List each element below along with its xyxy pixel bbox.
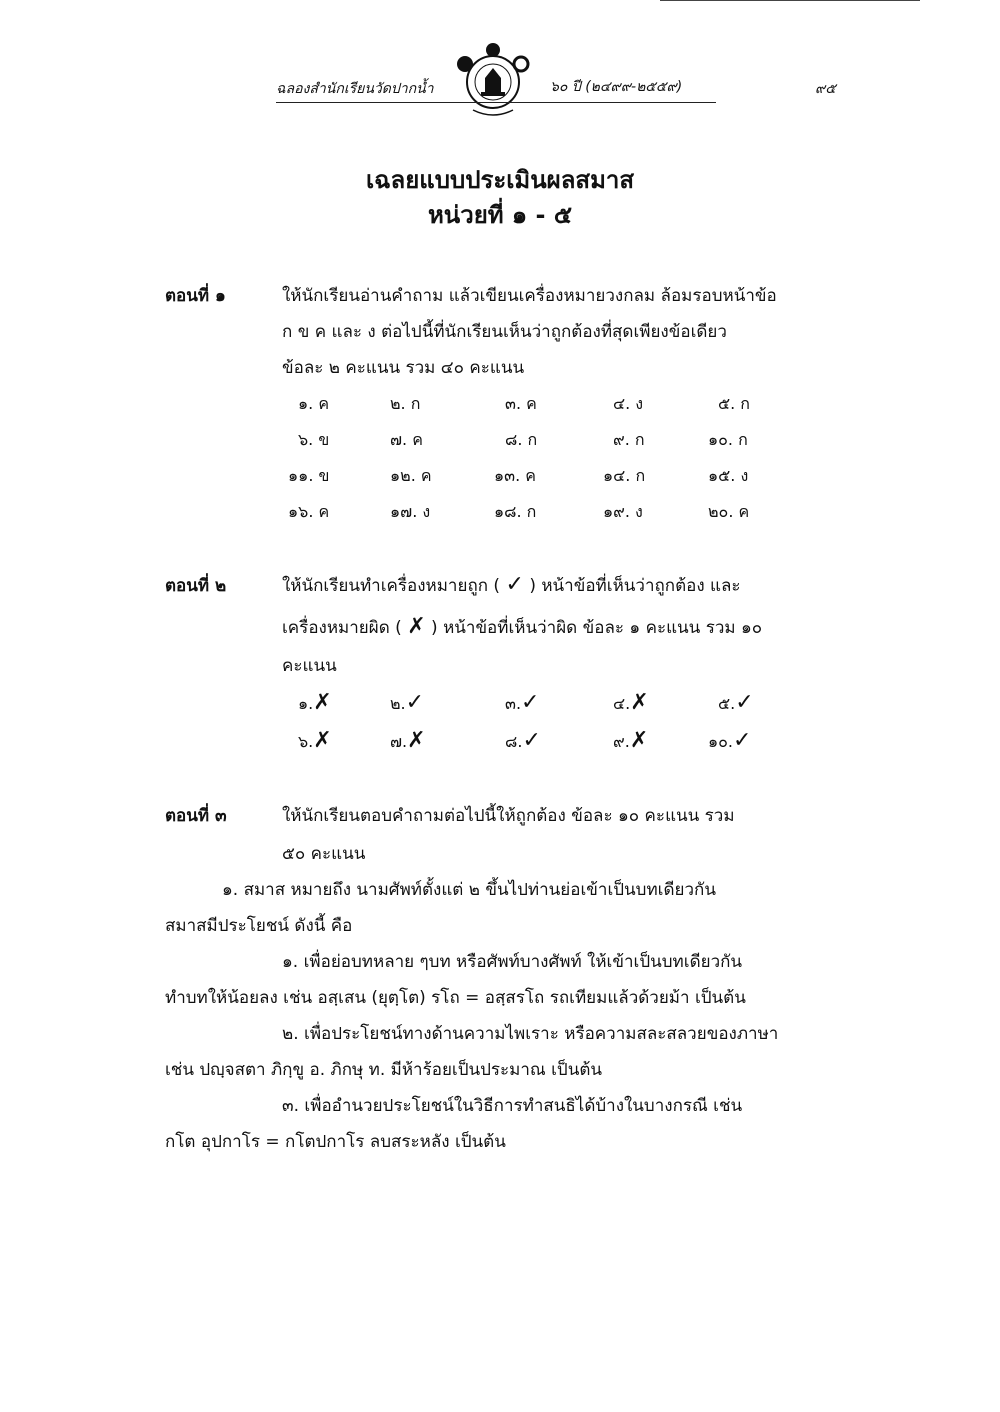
answer-mark-icon: ✓ <box>735 690 754 715</box>
part3-label: ตอนที่ ๓ <box>165 806 227 826</box>
part1-answer: ๑๕. ง <box>708 466 749 485</box>
part2-label: ตอนที่ ๒ <box>165 576 227 596</box>
part1-answer: ๖. ข <box>298 430 330 449</box>
part2-answer: ๒.✓ <box>390 690 425 715</box>
answer-mark-icon: ✓ <box>522 728 541 753</box>
part1-answer: ๑๒. ค <box>390 466 432 485</box>
part1-instruction-line: ให้นักเรียนอ่านคำถาม แล้วเขียนเครื่องหมายวงกลม ล้อมรอบหน้าข้อ <box>282 286 777 306</box>
header-rule <box>276 102 716 103</box>
answer-mark-icon: ✓ <box>405 690 425 715</box>
part2-text: ให้นักเรียนทำเครื่องหมายถูก ( <box>282 576 501 596</box>
part3-instruction-line: ๕๐ คะแนน <box>282 844 366 864</box>
part1-answer: ๗. ค <box>390 430 423 449</box>
answer-mark-icon: ✗ <box>313 690 332 715</box>
page-header <box>260 40 860 130</box>
part1-answer: ๕. ก <box>718 394 750 413</box>
part2-text: ) หน้าข้อที่เห็นว่าถูกต้อง และ <box>529 576 741 596</box>
part2-answer: ๓.✓ <box>505 690 540 715</box>
part2-answer: ๖.✗ <box>298 728 332 753</box>
answer-mark-icon: ✓ <box>733 728 752 753</box>
part1-answer: ๙. ก <box>613 430 645 449</box>
page-title: เฉลยแบบประเมินผลสมาส <box>365 166 635 194</box>
check-mark-icon: ✓ <box>505 572 524 597</box>
part2-answer: ๙.✗ <box>613 728 649 753</box>
part1-answer: ๑๘. ก <box>494 502 537 521</box>
part1-answer: ๑๙. ง <box>603 502 643 521</box>
answer-mark-icon: ✗ <box>407 728 426 753</box>
page-number: ๙๕ <box>815 81 836 97</box>
cross-mark-icon: ✗ <box>407 614 426 639</box>
answer-mark-icon: ✓ <box>521 690 540 715</box>
part3-body-line: ทำบทให้น้อยลง เช่น อสฺเสน (ยุตฺโต) รโถ = อสฺสรโถ รถเทียมแล้วด้วยม้า เป็นต้น <box>165 988 746 1008</box>
answer-mark-icon: ✗ <box>629 728 649 753</box>
part1-instruction-line: ก ข ค และ ง ต่อไปนี้ที่นักเรียนเห็นว่าถูกต้องที่สุดเพียงข้อเดียว <box>282 322 727 342</box>
header-center-text: ๖๐ ปี (๒๔๙๙-๒๕๕๙) <box>550 79 683 95</box>
part3-body-line: เช่น ปญฺจสตา ภิกฺขู อ. ภิกษุ ท. มีห้าร้อยเป็นประมาณ เป็นต้น <box>165 1060 602 1080</box>
part1-answer: ๑๖. ค <box>288 502 330 521</box>
part2-answer: ๕.✓ <box>718 690 754 715</box>
part1-answer: ๑๐. ก <box>708 430 748 449</box>
part1-answer: ๑๗. ง <box>390 502 431 521</box>
page-subtitle: หน่วยที่ ๑ - ๕ <box>427 201 572 229</box>
answer-mark-icon: ✗ <box>313 728 332 753</box>
part1-label: ตอนที่ ๑ <box>165 286 226 306</box>
part3-instruction-line: ให้นักเรียนตอบคำถามต่อไปนี้ให้ถูกต้อง ข้อละ ๑๐ คะแนน รวม <box>282 806 735 826</box>
part2-answer: ๔.✗ <box>613 690 649 715</box>
temple-seal-icon <box>455 40 531 120</box>
part2-text: เครื่องหมายผิด ( <box>282 618 402 638</box>
part3-body-line: ๓. เพื่ออำนวยประโยชน์ในวิธีการทำสนธิได้บ้างในบางกรณี เช่น <box>282 1096 743 1116</box>
answer-mark-icon: ✗ <box>630 690 649 715</box>
part1-answer: ๒. ก <box>390 394 421 413</box>
part2-instruction-line <box>282 614 762 641</box>
part1-answer: ๑๔. ก <box>603 466 646 485</box>
part2-answer: ๑๐.✓ <box>708 728 752 753</box>
part1-instruction-line: ข้อละ ๒ คะแนน รวม ๔๐ คะแนน <box>282 358 525 378</box>
part3-body-line: ๑. เพื่อย่อบทหลาย ๆบท หรือศัพท์บางศัพท์ ให้เข้าเป็นบทเดียวกัน <box>282 952 743 972</box>
part3-body-line: ๑. สมาส หมายถึง นามศัพท์ตั้งแต่ ๒ ขึ้นไปท่านย่อเข้าเป็นบทเดียวกัน <box>222 880 716 900</box>
top-rule <box>660 0 920 1</box>
part1-answer: ๑. ค <box>298 394 330 413</box>
part2-answer: ๘.✓ <box>505 728 541 753</box>
part1-answer: ๔. ง <box>613 394 644 413</box>
part2-text: ) หน้าข้อที่เห็นว่าผิด ข้อละ ๑ คะแนน รวม ๑๐ <box>431 618 763 638</box>
part3-body-line: กโต อุปกาโร = กโตปกาโร ลบสระหลัง เป็นต้น <box>165 1132 506 1152</box>
part1-answer: ๑๑. ข <box>288 466 330 485</box>
part2-answer: ๗.✗ <box>390 728 426 753</box>
part1-answer: ๓. ค <box>505 394 537 413</box>
part1-answer: ๒๐. ค <box>708 502 750 521</box>
part2-answer: ๑.✗ <box>298 690 332 715</box>
part3-body-line: สมาสมีประโยชน์ ดังนี้ คือ <box>165 916 353 936</box>
header-left-text: ฉลองสำนักเรียนวัดปากน้ำ <box>276 81 434 97</box>
part2-instruction-line: คะแนน <box>282 656 337 676</box>
part1-answer: ๘. ก <box>505 430 538 449</box>
part3-body-line: ๒. เพื่อประโยชน์ทางด้านความไพเราะ หรือความสละสลวยของภาษา <box>282 1024 779 1044</box>
part1-answer: ๑๓. ค <box>494 466 536 485</box>
part2-instruction-line <box>282 572 741 599</box>
